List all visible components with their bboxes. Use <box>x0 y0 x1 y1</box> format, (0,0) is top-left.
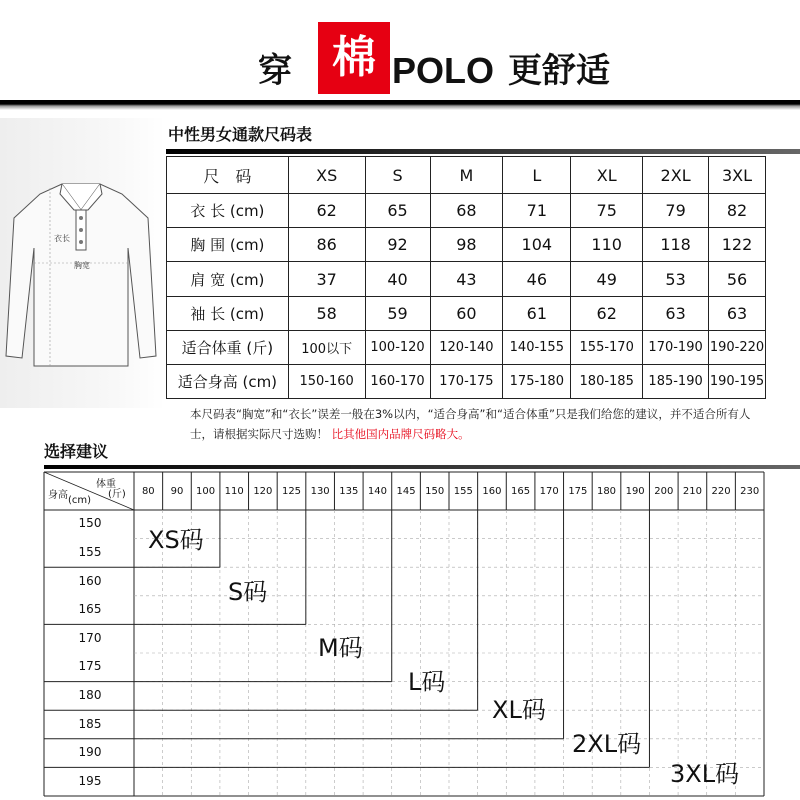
size-zone-label: 3XL码 <box>670 760 740 788</box>
weight-tick: 175 <box>568 486 588 497</box>
table-cell: 79 <box>643 194 709 228</box>
header-cell: XL <box>571 157 643 194</box>
weight-tick: 160 <box>482 486 502 497</box>
weight-tick: 80 <box>141 486 155 497</box>
weight-tick: 145 <box>396 486 416 497</box>
table-cell: 190-195 <box>709 364 766 398</box>
table-cell: 100-120 <box>365 330 430 364</box>
size-chart-title: 中性男女通款尺码表 <box>168 125 313 144</box>
table-cell: 62 <box>288 194 365 228</box>
weight-tick: 155 <box>453 486 473 497</box>
height-tick: 155 <box>78 544 102 559</box>
weight-tick: 110 <box>224 486 244 497</box>
header-cell: XS <box>288 157 365 194</box>
table-cell: 120-140 <box>430 330 503 364</box>
table-cell: 118 <box>643 228 709 262</box>
weight-tick: 135 <box>339 486 359 497</box>
height-tick: 185 <box>78 716 102 731</box>
table-cell: 185-190 <box>643 364 709 398</box>
chest-label: 胸宽 <box>74 261 90 270</box>
weight-tick: 150 <box>425 486 445 497</box>
weight-tick: 220 <box>711 486 731 497</box>
note-text: 本尺码表“胸宽”和“衣长”误差一般在3%以内，“适合身高”和“适合体重”只是我们给您的建议，并不适合所有人士，请根据实际尺寸选购！ <box>190 407 751 441</box>
size-zone-label: 2XL码 <box>572 730 642 758</box>
table-cell: 160-170 <box>365 364 430 398</box>
table-cell: 170-190 <box>643 330 709 364</box>
row-label: 胸 围 (cm) <box>167 228 289 262</box>
table-cell: 104 <box>503 228 571 262</box>
header-cell: S <box>365 157 430 194</box>
header-text-right: 更舒适 <box>508 51 610 91</box>
table-cell: 49 <box>571 262 643 296</box>
height-tick: 170 <box>78 630 102 645</box>
table-cell: 180-185 <box>571 364 643 398</box>
row-label: 袖 长 (cm) <box>167 296 289 330</box>
size-zone-label: M码 <box>318 634 363 662</box>
table-cell: 40 <box>365 262 430 296</box>
table-cell: 92 <box>365 228 430 262</box>
table-cell: 53 <box>643 262 709 296</box>
height-tick: 195 <box>78 773 102 788</box>
height-axis-unit: (cm) <box>68 495 92 506</box>
weight-tick: 125 <box>281 486 302 497</box>
table-cell: 59 <box>365 296 430 330</box>
table-cell: 65 <box>365 194 430 228</box>
weight-tick: 190 <box>625 486 645 497</box>
weight-tick: 120 <box>253 486 273 497</box>
table-cell: 63 <box>643 296 709 330</box>
weight-tick: 230 <box>740 486 760 497</box>
table-cell: 58 <box>288 296 365 330</box>
header-cell: L <box>503 157 571 194</box>
table-cell: 71 <box>503 194 571 228</box>
table-cell: 82 <box>709 194 766 228</box>
table-cell: 43 <box>430 262 503 296</box>
row-label: 适合身高 (cm) <box>167 364 289 398</box>
table-cell: 150-160 <box>288 364 365 398</box>
header-highlight-text: 棉 <box>332 32 376 83</box>
table-cell: 175-180 <box>503 364 571 398</box>
weight-tick: 130 <box>310 486 330 497</box>
table-cell: 37 <box>288 262 365 296</box>
selection-title: 选择建议 <box>44 442 109 461</box>
table-cell: 122 <box>709 228 766 262</box>
table-cell: 190-220 <box>709 330 766 364</box>
header-cell: 2XL <box>643 157 709 194</box>
table-cell: 86 <box>288 228 365 262</box>
weight-tick: 90 <box>170 486 184 497</box>
weight-tick: 200 <box>654 486 674 497</box>
header-cell: 3XL <box>709 157 766 194</box>
table-cell: 110 <box>571 228 643 262</box>
table-cell: 155-170 <box>571 330 643 364</box>
header-cell: 尺 码 <box>167 157 289 194</box>
table-cell: 60 <box>430 296 503 330</box>
row-label: 衣 长 (cm) <box>167 194 289 228</box>
header-text-left: 穿 <box>258 51 292 91</box>
height-tick: 150 <box>78 516 102 531</box>
size-zone-label: XS码 <box>148 526 204 554</box>
height-tick: 180 <box>78 687 102 702</box>
note-highlight: 比其他国内品牌尺码略大。 <box>331 427 470 441</box>
weight-tick: 170 <box>539 486 559 497</box>
row-label: 肩 宽 (cm) <box>167 262 289 296</box>
weight-axis-unit: (斤) <box>108 489 126 500</box>
height-tick: 190 <box>78 745 102 760</box>
header-text-polo: POLO <box>392 50 495 91</box>
length-label: 衣长 <box>54 234 70 243</box>
size-zone-label: XL码 <box>492 696 546 724</box>
height-axis-label: 身高 <box>48 490 68 501</box>
table-cell: 75 <box>571 194 643 228</box>
grid-lines <box>44 472 764 796</box>
table-cell: 46 <box>503 262 571 296</box>
table-cell: 63 <box>709 296 766 330</box>
weight-tick: 180 <box>596 486 617 497</box>
table-cell: 98 <box>430 228 503 262</box>
weight-tick: 140 <box>367 486 387 497</box>
header-cell: M <box>430 157 503 194</box>
table-cell: 100以下 <box>288 330 365 364</box>
height-tick: 160 <box>78 573 102 588</box>
table-cell: 170-175 <box>430 364 503 398</box>
table-cell: 62 <box>571 296 643 330</box>
height-tick: 165 <box>78 602 102 617</box>
weight-tick: 100 <box>196 486 216 497</box>
height-tick: 175 <box>78 659 102 674</box>
size-zone-label: L码 <box>408 668 446 696</box>
weight-axis-label: 体重 <box>96 479 116 490</box>
row-label: 适合体重 (斤) <box>167 330 289 364</box>
size-zone-label: S码 <box>228 578 268 606</box>
weight-tick: 210 <box>682 486 702 497</box>
table-cell: 68 <box>430 194 503 228</box>
weight-tick: 165 <box>511 486 531 497</box>
table-cell: 61 <box>503 296 571 330</box>
table-cell: 140-155 <box>503 330 571 364</box>
table-cell: 56 <box>709 262 766 296</box>
